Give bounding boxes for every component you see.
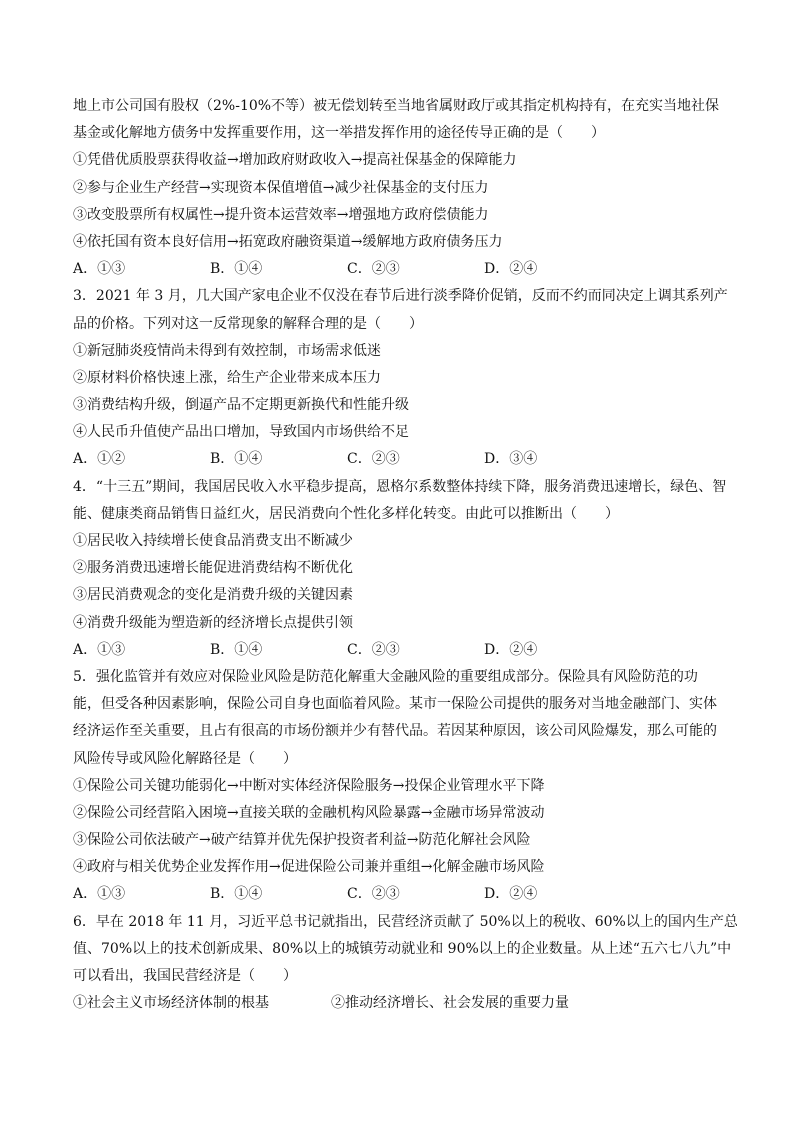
option-b: B．①④ [210, 261, 263, 278]
option-b: B．①④ [210, 641, 263, 658]
statement-item: ②参与企业生产经营→实现资本保值增值→减少社保基金的支付压力 [73, 179, 489, 196]
option-a: A．①③ [73, 261, 126, 278]
question-stem-line: 地上市公司国有股权（2%-10%不等）被无偿划转至当地省属财政厅或其指定机构持有，在充实当地社保 [73, 98, 720, 114]
answer-options [73, 637, 723, 664]
statement-item: ①凭借优质股票获得收益→增加政府财政收入→提高社保基金的保障能力 [73, 152, 517, 169]
question-5 [73, 664, 723, 909]
option-b: B．①④ [210, 451, 263, 468]
statement-item: ④人民币升值使产品出口增加，导致国内市场供给不足 [73, 424, 409, 441]
option-c: C．②③ [347, 451, 400, 468]
statement-pair [73, 990, 723, 1017]
option-c: C．②③ [347, 886, 400, 903]
page-content [73, 93, 738, 1017]
option-a: A．①② [73, 451, 126, 468]
option-d: D．②④ [484, 886, 538, 903]
question-stem-line: 风险传导或风险化解路径是（ ） [73, 750, 297, 767]
statement-item: ④政府与相关优势企业发挥作用→促进保险公司兼并重组→化解金融市场风险 [73, 859, 545, 876]
question-stem-line: 4．“十三五”期间，我国居民收入水平稳步提高，恩格尔系数整体持续下降，服务消费迅速增长，绿色、智 [73, 478, 727, 495]
statement-item: ②服务消费迅速增长能促进消费结构不断优化 [73, 560, 353, 577]
question-stem-line: 6．早在 2018 年 11 月，习近平总书记就指出，民营经济贡献了 50%以上的税收、60%以上的国内生产总 [73, 913, 738, 930]
answer-options [73, 446, 723, 473]
question-stem-line: 3．2021 年 3 月，几大国产家电企业不仅没在春节后进行淡季降价促销，反而不约而同决定上调其系列产 [73, 288, 728, 305]
question-4 [73, 474, 727, 664]
statement-item: ③保险公司依法破产→破产结算并优先保护投资者利益→防范化解社会风险 [73, 832, 531, 849]
statement-item: ④依托国有资本良好信用→拓宽政府融资渠道→缓解地方政府债务压力 [73, 233, 503, 250]
statement-item: ①新冠肺炎疫情尚未得到有效控制，市场需求低迷 [73, 342, 381, 359]
statement-item: ③消费结构升级，倒逼产品不定期更新换代和性能升级 [73, 397, 409, 414]
statement-item: ③居民消费观念的变化是消费升级的关键因素 [73, 587, 353, 604]
statement-item: ④消费升级能为塑造新的经济增长点提供引领 [73, 614, 353, 631]
option-a: A．①③ [73, 886, 126, 903]
answer-options [73, 881, 723, 908]
option-d: D．③④ [484, 451, 538, 468]
question-stem-line: 能，但受各种因素影响，保险公司自身也面临着风险。某市一保险公司提供的服务对当地金融部门、实体 [73, 696, 717, 713]
question-stem-line: 可以看出，我国民营经济是（ ） [73, 968, 297, 984]
question-stem-line: 值、70%以上的技术创新成果、80%以上的城镇劳动就业和 90%以上的企业数量。从上述“五六七八九”中 [73, 940, 732, 957]
statement-item: ②保险公司经营陷入困境→直接关联的金融机构风险暴露→金融市场异常波动 [73, 804, 545, 821]
question-6 [73, 909, 738, 1018]
question-2 [73, 93, 723, 283]
question-stem-line: 经济运作至关重要，且占有很高的市场份额并少有替代品。若因某种原因，该公司风险爆发，那么可能的 [73, 723, 717, 740]
statement-item: ①社会主义市场经济体制的根基 [73, 995, 269, 1012]
question-stem-line: 基金或化解地方债务中发挥重要作用，这一举措发挥作用的途径传导正确的是（ ） [73, 125, 605, 142]
option-c: C．②③ [347, 641, 400, 658]
statement-item: ②原材料价格快速上涨，给生产企业带来成本压力 [73, 369, 381, 386]
statement-item: ①居民收入持续增长使食品消费支出不断减少 [73, 533, 353, 549]
question-3 [73, 283, 728, 473]
question-stem-line: 能、健康类商品销售日益红火，居民消费向个性化多样化转变。由此可以推断出（ ） [73, 505, 619, 522]
question-stem-line: 品的价格。下列对这一反常现象的解释合理的是（ ） [73, 315, 423, 332]
option-d: D．②④ [484, 261, 538, 278]
option-a: A．①③ [73, 641, 126, 658]
option-c: C．②③ [347, 261, 400, 278]
option-d: D．②④ [484, 641, 538, 658]
statement-item: ③改变股票所有权属性→提升资本运营效率→增强地方政府偿债能力 [73, 206, 489, 223]
answer-options [73, 256, 723, 283]
statement-item: ①保险公司关键功能弱化→中断对实体经济保险服务→投保企业管理水平下降 [73, 777, 545, 794]
option-b: B．①④ [210, 886, 263, 903]
question-stem-line: 5．强化监管并有效应对保险业风险是防范化解重大金融风险的重要组成部分。保险具有风险防范的功 [73, 668, 698, 685]
statement-item: ②推动经济增长、社会发展的重要力量 [331, 995, 569, 1012]
